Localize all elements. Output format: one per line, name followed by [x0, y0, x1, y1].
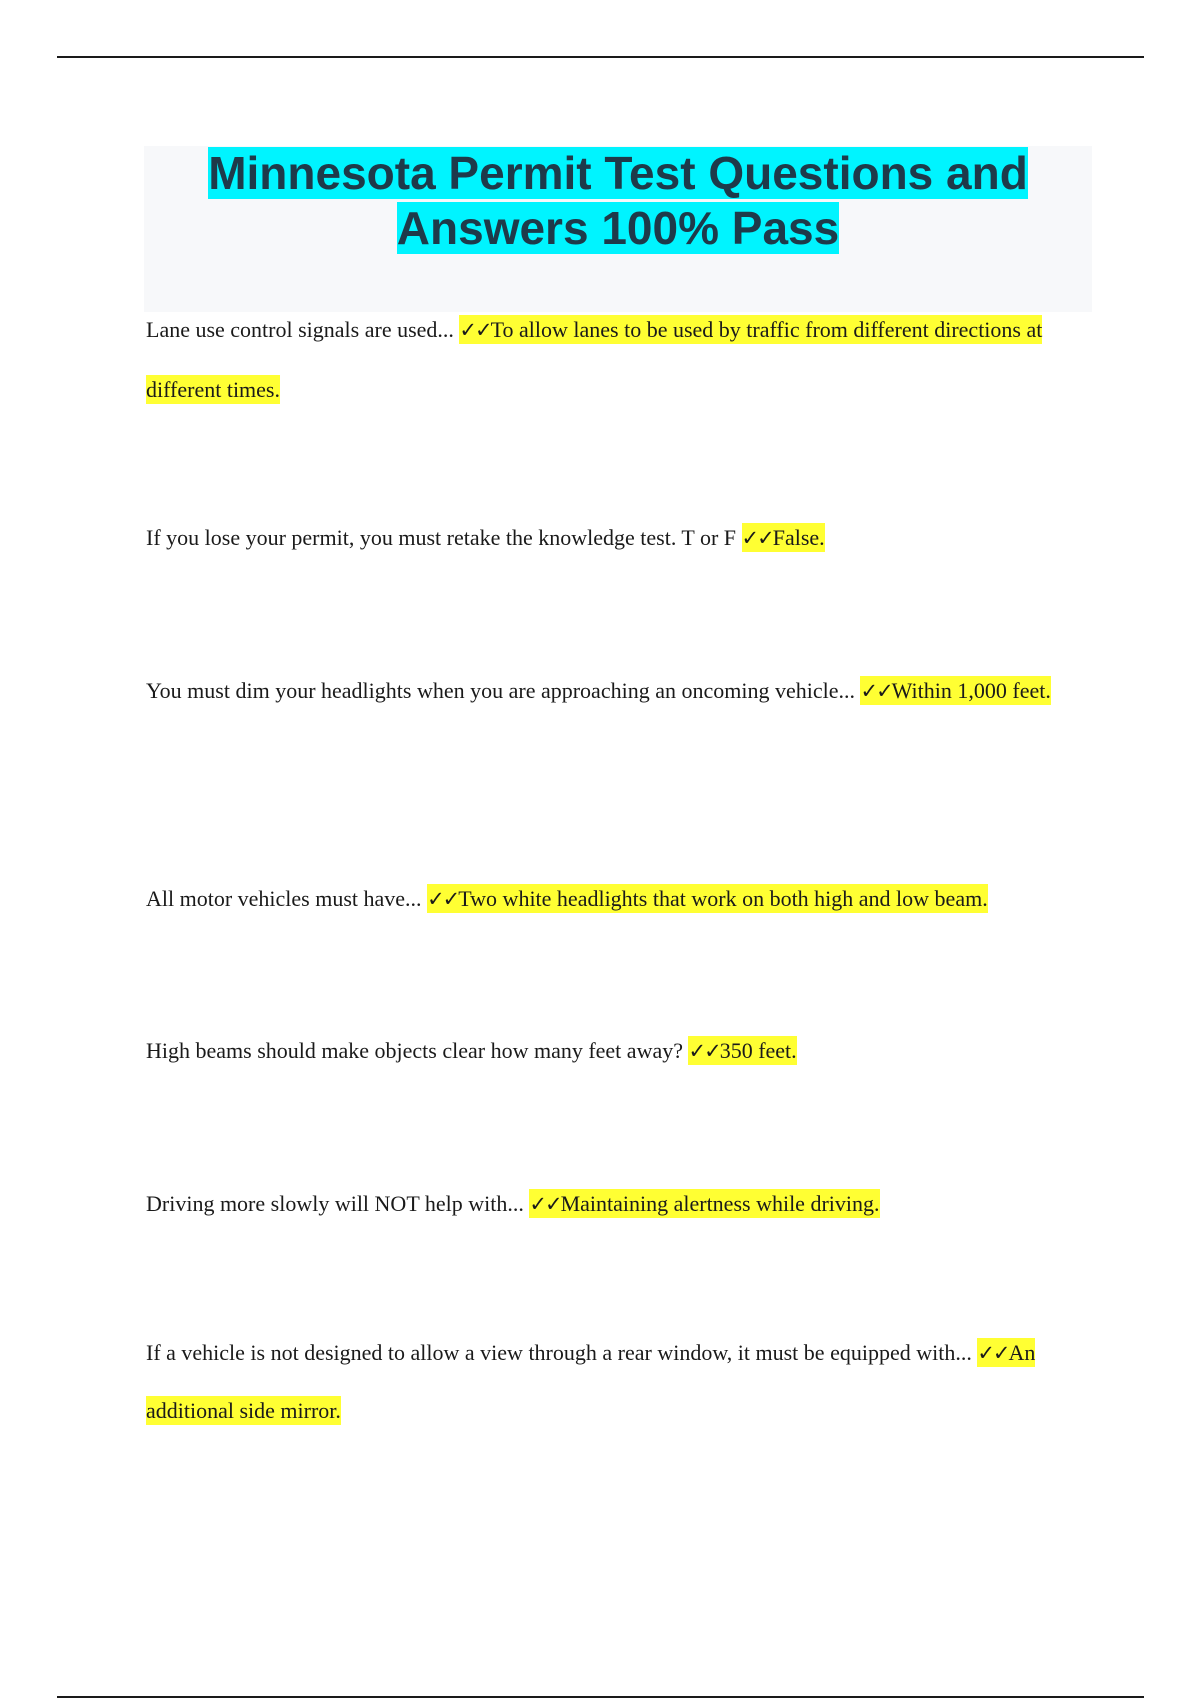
qa-item-7	[146, 1324, 1091, 1440]
answer-highlight	[529, 1189, 879, 1218]
answer-text: False.	[772, 525, 825, 550]
answer-text: 350 feet.	[719, 1038, 797, 1063]
double-check-icon: ✓✓	[860, 679, 892, 703]
answer-highlight	[427, 884, 988, 913]
document-title: Minnesota Permit Test Questions and Answers 100% Pass	[208, 147, 1028, 254]
qa-item-6	[146, 1174, 1091, 1234]
question-text: All motor vehicles must have...	[146, 886, 422, 911]
answer-text: Maintaining alertness while driving.	[560, 1191, 880, 1216]
answer-text: Within 1,000 feet.	[891, 678, 1051, 703]
answer-text: An additional side mirror.	[146, 1340, 1036, 1423]
question-text: Driving more slowly will NOT help with...	[146, 1191, 524, 1216]
answer-text: Two white headlights that work on both high and low beam.	[458, 886, 988, 911]
double-check-icon: ✓✓	[529, 1192, 561, 1216]
answer-highlight	[688, 1036, 796, 1065]
answer-text: To allow lanes to be used by traffic from different directions at different times.	[146, 317, 1043, 402]
double-check-icon: ✓✓	[977, 1341, 1009, 1365]
double-check-icon: ✓✓	[741, 526, 773, 550]
question-text: You must dim your headlights when you are approaching an oncoming vehicle...	[146, 678, 855, 703]
question-text: High beams should make objects clear how many feet away?	[146, 1038, 683, 1063]
qa-item-2	[146, 508, 1091, 568]
top-rule	[57, 56, 1144, 58]
qa-item-5	[146, 1021, 1091, 1081]
question-text: If you lose your permit, you must retake the knowledge test. T or F	[146, 525, 737, 550]
qa-item-4	[146, 869, 1091, 929]
question-text: If a vehicle is not designed to allow a view through a rear window, it must be equipped with...	[146, 1340, 972, 1365]
double-check-icon: ✓✓	[688, 1039, 720, 1063]
answer-highlight	[742, 523, 825, 552]
double-check-icon: ✓✓	[459, 318, 491, 342]
qa-item-1	[146, 300, 1091, 420]
answer-highlight	[860, 676, 1050, 705]
qa-item-3	[146, 661, 1091, 721]
bottom-rule	[57, 1696, 1144, 1698]
double-check-icon: ✓✓	[427, 887, 459, 911]
question-text: Lane use control signals are used...	[146, 317, 454, 342]
title-banner	[144, 146, 1092, 312]
